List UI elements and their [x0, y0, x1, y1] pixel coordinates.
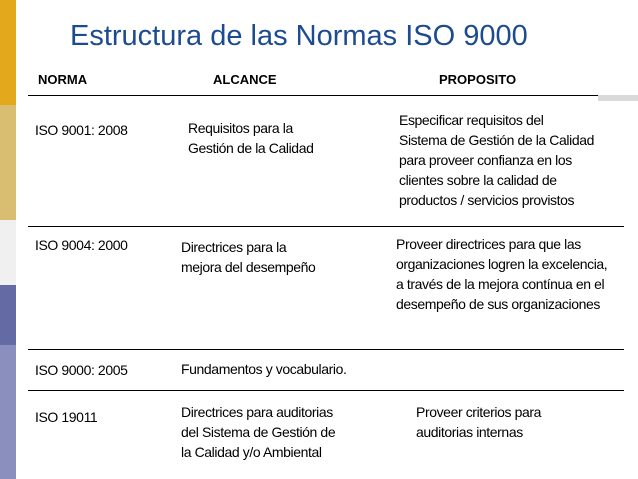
slide-title: Estructura de las Normas ISO 9000	[70, 20, 528, 52]
table-row-alcance	[181, 402, 335, 462]
header-divider-shade	[598, 95, 638, 101]
text-line: Especificar requisitos del	[399, 112, 544, 128]
text-line: productos / servicios provistos	[399, 192, 575, 208]
table-row-norma: ISO 9000: 2005	[35, 362, 128, 378]
text-line: Proveer criterios para	[416, 404, 542, 420]
column-header-proposito: PROPOSITO	[439, 72, 517, 87]
text-line: para proveer confianza en los	[399, 152, 572, 168]
table-row-proposito	[399, 110, 594, 210]
text-line: mejora del desempeño	[181, 259, 316, 275]
table-row-proposito	[416, 402, 541, 442]
text-line: desempeño de sus organizaciones	[396, 296, 600, 312]
table-row-alcance	[181, 359, 346, 379]
text-line: Fundamentos y vocabulario.	[181, 361, 347, 377]
text-line: Directrices para la	[181, 239, 287, 255]
strip-segment	[0, 285, 16, 345]
table-row-norma: ISO 9004: 2000	[35, 237, 128, 253]
text-line: la Calidad y/o Ambiental	[181, 444, 322, 460]
strip-segment	[0, 220, 16, 285]
strip-segment	[0, 345, 16, 479]
text-line: Sistema de Gestión de la Calidad	[399, 132, 594, 148]
decorative-color-strip	[0, 0, 16, 479]
table-row-norma: ISO 9001: 2008	[35, 122, 128, 138]
text-line: Requisitos para la	[188, 120, 293, 136]
strip-segment	[0, 105, 16, 220]
row-divider	[28, 349, 624, 350]
table-row-alcance	[181, 237, 315, 277]
row-divider	[28, 226, 624, 227]
text-line: Proveer directrices para que las	[396, 236, 581, 252]
text-line: auditorias internas	[416, 424, 523, 440]
column-header-norma: NORMA	[38, 72, 88, 87]
text-line: Directrices para auditorias	[181, 404, 333, 420]
column-header-alcance: ALCANCE	[213, 72, 277, 87]
header-divider	[28, 95, 598, 96]
text-line: clientes sobre la calidad de	[399, 172, 557, 188]
text-line: organizaciones logren la excelencia,	[396, 256, 608, 272]
table-row-proposito	[396, 234, 607, 314]
table-row-norma: ISO 19011	[35, 409, 98, 425]
strip-segment	[0, 0, 16, 105]
row-divider	[28, 390, 624, 391]
text-line: a través de la mejora contínua en el	[396, 276, 605, 292]
text-line: del Sistema de Gestión de	[181, 424, 336, 440]
text-line: Gestión de la Calidad	[188, 140, 314, 156]
table-row-alcance	[188, 118, 313, 158]
